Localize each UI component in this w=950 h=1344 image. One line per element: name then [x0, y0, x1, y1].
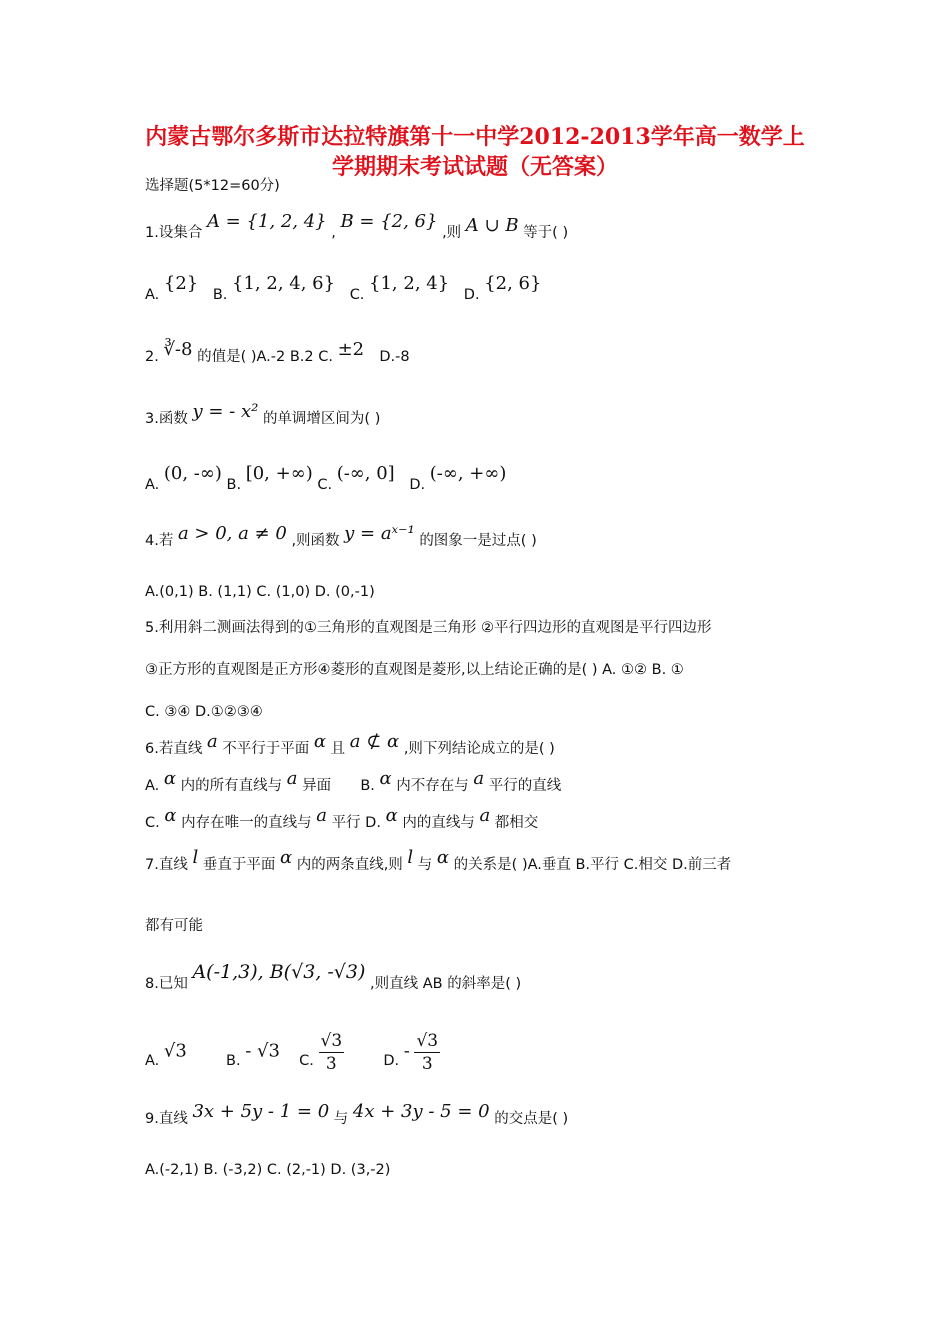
- q6-option-a-text-1: 内的所有直线与: [180, 778, 283, 794]
- q4-mid: ,则函数: [291, 533, 340, 549]
- q2-tail: D.-8: [379, 349, 410, 365]
- q1-set-a: A = {1, 2, 4}: [206, 211, 327, 232]
- q6-plane-alpha: α: [313, 731, 327, 752]
- q1-option-d-label: D.: [463, 287, 480, 303]
- section-heading: 选择题(5*12=60分): [145, 178, 280, 194]
- q6-option-d-a: a: [479, 805, 491, 826]
- question-2: [145, 339, 410, 367]
- q8-option-b-math: - √3: [245, 1040, 280, 1062]
- question-7: [145, 847, 732, 875]
- q2-text: 的值是( )A.-2 B.2 C.: [197, 349, 333, 365]
- q6-options-ab: [145, 768, 562, 796]
- q7-text-1: 垂直于平面: [202, 857, 276, 873]
- title-line-2: 学期期末考试试题（无答案）: [331, 154, 618, 180]
- q6-option-b-a: a: [473, 768, 485, 789]
- q1-option-c-label: C.: [349, 287, 365, 303]
- q3-option-c-label: C.: [317, 477, 333, 493]
- title-line-1: 内蒙古鄂尔多斯市达拉特旗第十一中学2012-2013学年高一数学上: [145, 124, 805, 150]
- q3-suffix: 的单调增区间为( ): [262, 411, 381, 427]
- q6-option-c-label: C.: [145, 815, 160, 831]
- q8-option-a-label: A.: [145, 1052, 160, 1069]
- q8-prefix: 8.已知: [145, 976, 188, 992]
- q7-prefix: 7.直线: [145, 857, 188, 873]
- q1-option-b-label: B.: [212, 287, 228, 303]
- q8-option-c-fraction: [319, 1030, 345, 1075]
- q6-suffix: ,则下列结论成立的是( ): [403, 741, 555, 757]
- q6-option-c-a: a: [316, 805, 327, 826]
- q3-option-d-math: (-∞, +∞): [429, 463, 507, 484]
- q9-equation-1: 3x + 5y - 1 = 0: [192, 1101, 330, 1122]
- q6-text-2: 且: [330, 741, 346, 757]
- q1-option-d-math: {2, 6}: [484, 273, 542, 294]
- q1-option-a: [145, 273, 199, 305]
- q4-suffix: 的图象一是过点( ): [419, 533, 537, 549]
- q8-points: A(-1,3), B(√3, -√3): [192, 961, 366, 983]
- q1-prefix: 1.设集合: [145, 225, 203, 241]
- q1-option-a-math: {2}: [163, 273, 199, 294]
- q4-condition: a > 0, a ≠ 0: [177, 523, 287, 544]
- q6-option-c-text-2: 平行 D.: [331, 815, 381, 831]
- q7-text-2: 内的两条直线,则: [296, 857, 403, 873]
- question-1: [145, 211, 569, 243]
- q7-plane-alpha-2: α: [436, 847, 450, 868]
- q7-plane-alpha: α: [279, 847, 293, 868]
- q8-options: [145, 1030, 440, 1075]
- q2-pm: ±2: [337, 339, 365, 360]
- q6-option-a-label: A.: [145, 778, 160, 794]
- q8-option-c-denominator: 3: [325, 1054, 337, 1074]
- q6-option-a-text-2: 异面: [302, 778, 332, 794]
- q3-prefix: 3.函数: [145, 411, 188, 427]
- q6-option-b-label: B.: [360, 778, 375, 794]
- q9-equation-2: 4x + 3y - 5 = 0: [352, 1101, 490, 1122]
- q1-option-c-math: {1, 2, 4}: [369, 273, 450, 294]
- q1-option-c: [349, 273, 450, 305]
- q6-option-c-text-1: 内存在唯一的直线与: [181, 815, 312, 831]
- q4-function: y = aˣ⁻¹: [344, 523, 415, 544]
- q3-option-c: [317, 463, 395, 495]
- q1-comma: ,: [331, 225, 336, 241]
- q6-relation: a ⊄ α: [349, 731, 400, 752]
- q6-option-b-alpha: α: [379, 768, 392, 789]
- q6-text-1: 不平行于平面: [222, 741, 310, 757]
- q1-set-b: B = {2, 6}: [340, 211, 438, 232]
- q3-option-b-label: B.: [226, 477, 242, 493]
- q3-option-b-math: [0, +∞): [245, 463, 313, 484]
- q3-options: [145, 463, 507, 495]
- question-8: [145, 961, 522, 994]
- q6-option-c-alpha: α: [164, 805, 177, 826]
- q8-option-d-sign: -: [403, 1040, 410, 1062]
- q7-line-l: l: [192, 847, 199, 868]
- q6-option-a-alpha: α: [163, 768, 177, 789]
- q7-line-l-2: l: [407, 847, 414, 868]
- q2-math: ∛-8: [163, 339, 193, 360]
- q9-prefix: 9.直线: [145, 1111, 188, 1127]
- q6-option-d-alpha: α: [385, 805, 398, 826]
- q6-option-b-text-2: 平行的直线: [488, 778, 562, 794]
- q8-option-d-fraction: [414, 1030, 440, 1075]
- q8-suffix: ,则直线 AB 的斜率是( ): [370, 976, 522, 992]
- question-7-line-2: 都有可能: [145, 918, 203, 934]
- q1-option-b: [212, 273, 336, 305]
- q1-option-d: [463, 273, 542, 305]
- q8-option-d-label: D.: [383, 1052, 400, 1069]
- q3-option-d-label: D.: [409, 477, 426, 493]
- q9-mid: 与: [333, 1111, 349, 1127]
- q3-option-a-math: (0, -∞): [163, 463, 222, 484]
- question-5-line-3: C. ③④ D.①②③④: [145, 704, 263, 720]
- q8-option-c-numerator: √3: [320, 1031, 343, 1051]
- q9-options: A.(-2,1) B. (-3,2) C. (2,-1) D. (3,-2): [145, 1162, 391, 1178]
- q3-option-d: [409, 463, 507, 495]
- q1-expr: A ∪ B: [465, 215, 519, 236]
- q6-option-d-text-1: 内的直线与: [402, 815, 475, 831]
- q1-suffix: 等于( ): [523, 225, 569, 241]
- q7-suffix: 的关系是( )A.垂直 B.平行 C.相交 D.前三者: [453, 857, 732, 873]
- q1-mid: ,则: [442, 225, 462, 241]
- q7-text-3: 与: [417, 857, 433, 873]
- q6-prefix: 6.若直线: [145, 741, 203, 757]
- q4-options: A.(0,1) B. (1,1) C. (1,0) D. (0,-1): [145, 584, 375, 600]
- question-4: [145, 523, 537, 551]
- document-title: [120, 122, 830, 182]
- q8-option-b-label: B.: [226, 1052, 241, 1069]
- q3-math: y = - x²: [192, 401, 259, 422]
- q3-option-a-label: A.: [145, 477, 160, 493]
- q6-option-d-text-2: 都相交: [494, 815, 539, 831]
- q6-option-b-text-1: 内不存在与: [396, 778, 469, 794]
- q4-prefix: 4.若: [145, 533, 174, 549]
- question-5-line-1: 5.利用斜二测画法得到的①三角形的直观图是三角形 ②平行四边形的直观图是平行四边形: [145, 620, 712, 636]
- question-3: [145, 401, 381, 429]
- question-6: [145, 731, 555, 759]
- question-9: [145, 1101, 569, 1129]
- q8-option-a-math: √3: [163, 1040, 187, 1062]
- q3-option-a: [145, 463, 222, 495]
- q6-line-a: a: [206, 731, 218, 752]
- q6-options-cd: [145, 805, 539, 833]
- question-5-line-2: ③正方形的直观图是正方形④菱形的直观图是菱形,以上结论正确的是( ) A. ①② B. ①: [145, 662, 684, 678]
- q1-option-a-label: A.: [145, 287, 160, 303]
- q8-option-c-label: C.: [299, 1052, 314, 1069]
- q8-option-d-denominator: 3: [421, 1054, 433, 1074]
- q9-suffix: 的交点是( ): [494, 1111, 569, 1127]
- q1-option-b-math: {1, 2, 4, 6}: [232, 273, 336, 294]
- q2-prefix: 2.: [145, 349, 159, 365]
- q6-option-a-a: a: [286, 768, 298, 789]
- q1-options: [145, 273, 542, 305]
- q3-option-b: [226, 463, 313, 495]
- q3-option-c-math: (-∞, 0]: [336, 463, 395, 484]
- q8-option-d-numerator: √3: [416, 1031, 439, 1051]
